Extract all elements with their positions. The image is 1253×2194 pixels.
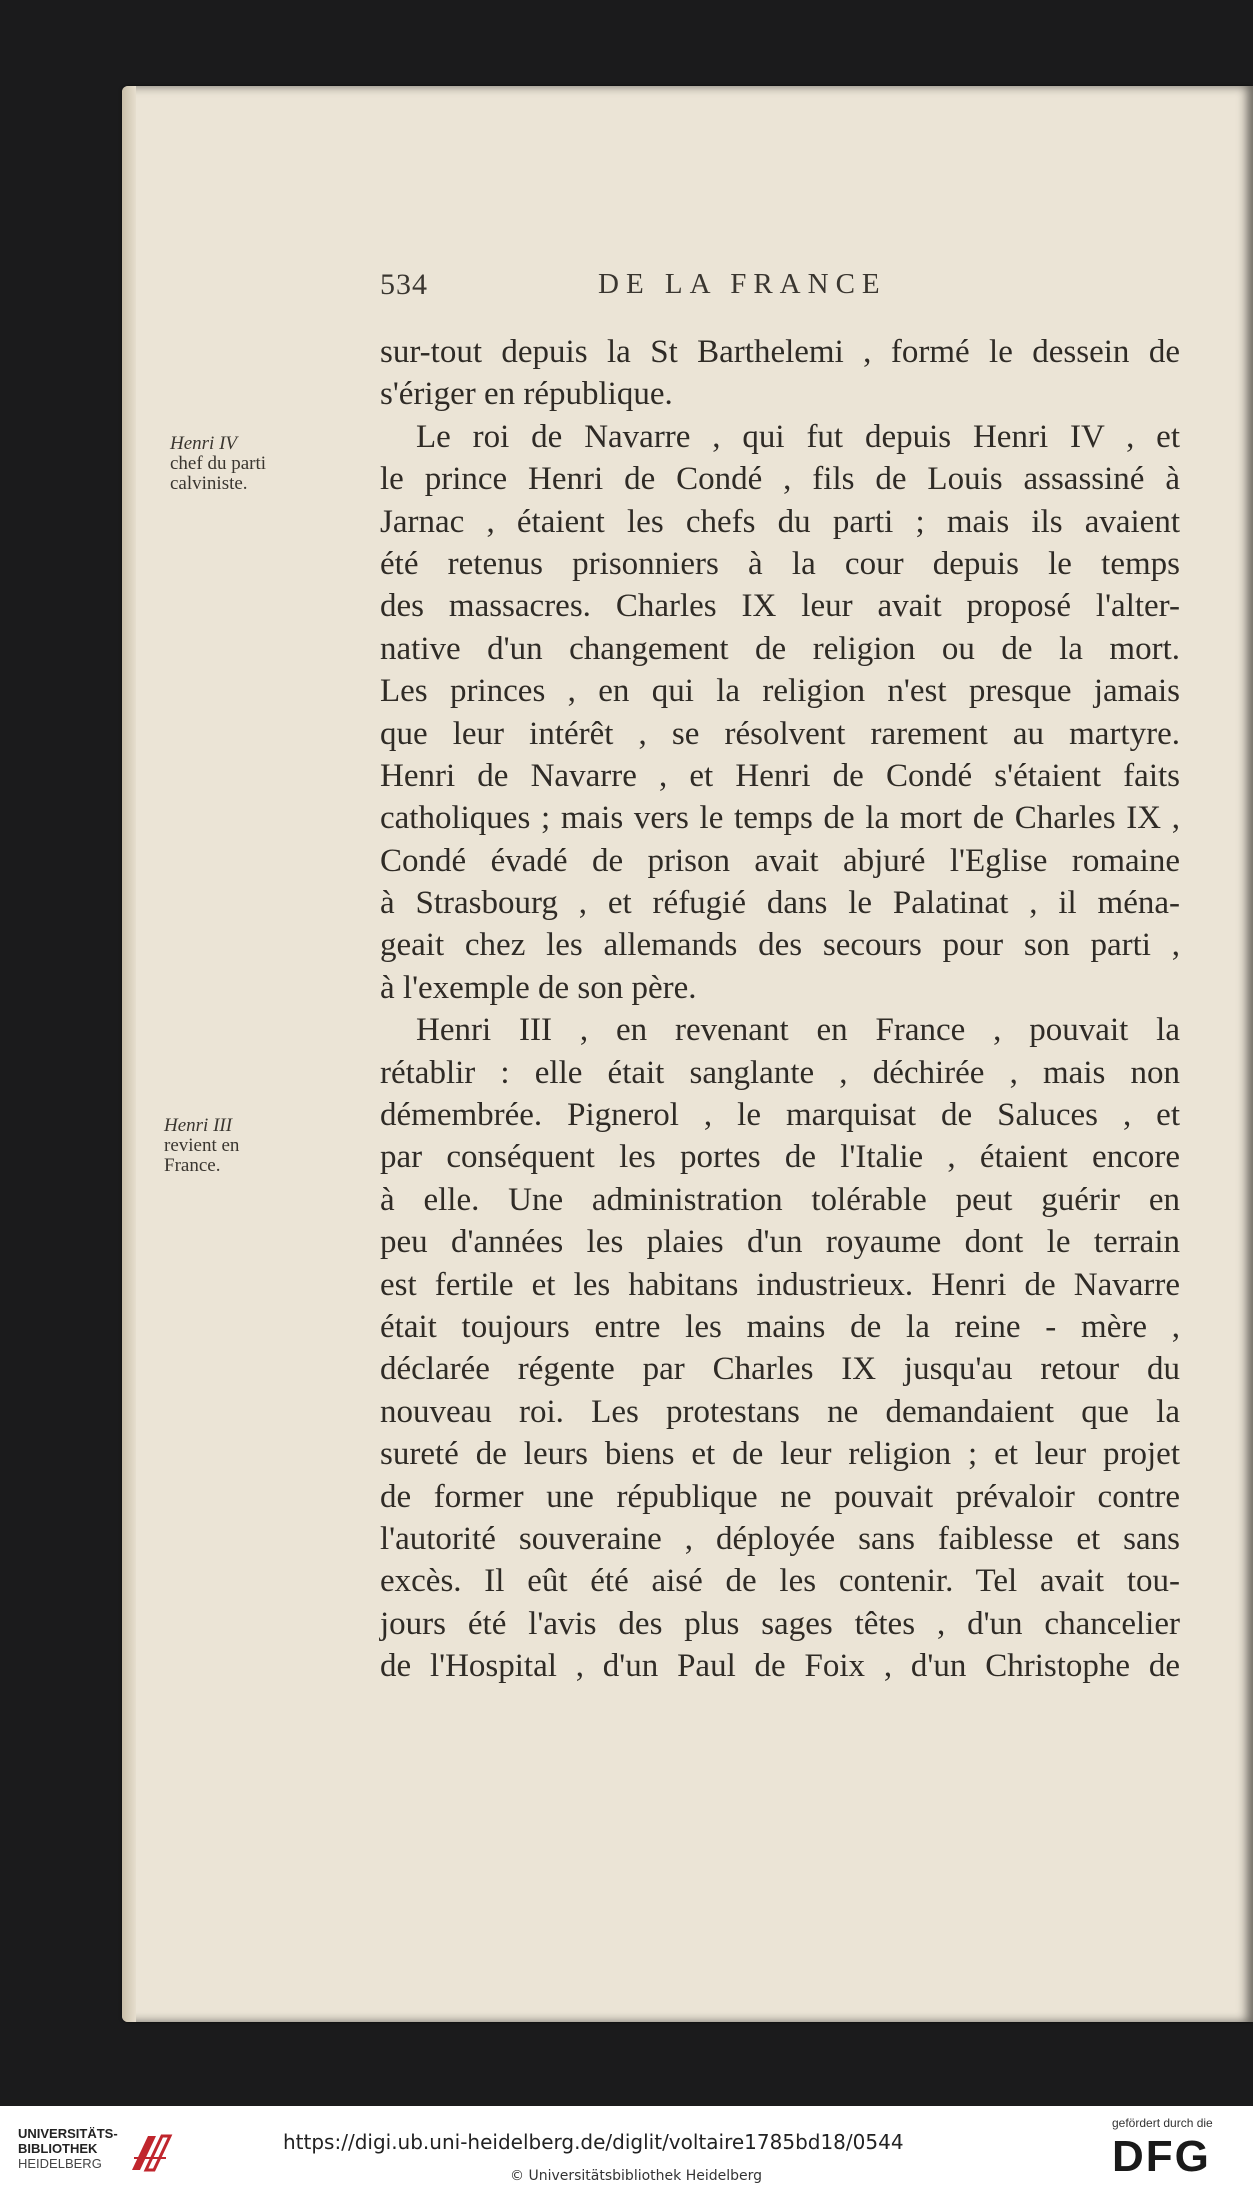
library-name-line: UNIVERSITÄTS- bbox=[18, 2126, 118, 2141]
viewer-footer bbox=[0, 2106, 1253, 2194]
sponsor-label: gefördert durch die bbox=[1112, 2116, 1213, 2130]
margin-note-line: calviniste. bbox=[170, 473, 248, 494]
text-line: geait chez les allemands des secours pour son parti , bbox=[380, 927, 1180, 964]
margin-note-line: chef du parti bbox=[170, 453, 267, 474]
margin-note-line: Henri III bbox=[164, 1115, 233, 1136]
text-line: de former une république ne pouvait prévaloir contre bbox=[380, 1478, 1180, 1515]
text-line: le prince Henri de Condé , fils de Louis assassiné à bbox=[380, 461, 1180, 498]
text-line: native d'un changement de religion ou de la mort. bbox=[380, 630, 1180, 667]
text-line: déclarée régente par Charles IX jusqu'au retour du bbox=[380, 1351, 1180, 1388]
text-line: rétablir : elle était sanglante , déchirée , mais non bbox=[380, 1054, 1180, 1091]
text-line: Jarnac , étaient les chefs du parti ; mais ils avaient bbox=[380, 503, 1180, 540]
margin-note-line: Henri IV bbox=[170, 433, 238, 454]
text-line: Henri III , en revenant en France , pouvait la bbox=[416, 1012, 1180, 1049]
library-emblem-icon bbox=[126, 2128, 178, 2178]
text-line: peu d'années les plaies d'un royaume dont le terrain bbox=[380, 1224, 1180, 1261]
page-number: 534 bbox=[380, 268, 428, 301]
text-line: démembrée. Pignerol , le marquisat de Saluces , et bbox=[380, 1097, 1180, 1134]
book-page bbox=[122, 86, 1253, 2022]
text-line: que leur intérêt , se résolvent rarement au martyre. bbox=[380, 715, 1180, 752]
margin-note-line: France. bbox=[164, 1155, 221, 1176]
text-line: à l'exemple de son père. bbox=[380, 969, 697, 1006]
text-line: est fertile et les habitans industrieux. Henri de Navarre bbox=[380, 1266, 1180, 1303]
running-title: DE LA FRANCE bbox=[598, 268, 887, 300]
running-header bbox=[122, 268, 1253, 308]
text-line: à Strasbourg , et réfugié dans le Palatinat , il ména- bbox=[380, 885, 1180, 922]
text-line: jours été l'avis des plus sages têtes , d'un chancelier bbox=[380, 1605, 1180, 1642]
body-text bbox=[380, 331, 1180, 1688]
text-line: Le roi de Navarre , qui fut depuis Henri IV , et bbox=[416, 418, 1180, 455]
library-logo[interactable] bbox=[18, 2126, 183, 2186]
document-url-link[interactable]: https://digi.ub.uni-heidelberg.de/diglit/voltaire1785bd18/0544 bbox=[283, 2130, 904, 2154]
margin-note-line: revient en bbox=[164, 1135, 240, 1156]
text-line: des massacres. Charles IX leur avait proposé l'alter- bbox=[380, 588, 1180, 625]
text-line: était toujours entre les mains de la reine - mère , bbox=[380, 1308, 1180, 1345]
text-line: sureté de leurs biens et de leur religion ; et leur projet bbox=[380, 1436, 1180, 1473]
text-line: Condé évadé de prison avait abjuré l'Eglise romaine bbox=[380, 842, 1180, 879]
text-line: s'ériger en république. bbox=[380, 376, 673, 413]
copyright-notice: © Universitätsbibliothek Heidelberg bbox=[510, 2168, 763, 2184]
library-name-line: BIBLIOTHEK bbox=[18, 2141, 98, 2156]
text-line: catholiques ; mais vers le temps de la mort de Charles IX , bbox=[380, 800, 1180, 837]
dfg-logo-text: DFG bbox=[1112, 2132, 1211, 2181]
text-line: sur-tout depuis la St Barthelemi , formé le dessein de bbox=[380, 334, 1180, 370]
text-line: de l'Hospital , d'un Paul de Foix , d'un Christophe de bbox=[380, 1648, 1180, 1685]
page-edge-shadow bbox=[122, 86, 136, 2022]
dfg-sponsor-logo[interactable] bbox=[1112, 2116, 1242, 2190]
text-line: excès. Il eût été aisé de les contenir. Tel avait tou- bbox=[380, 1563, 1180, 1600]
text-line: nouveau roi. Les protestans ne demandaient que la bbox=[380, 1393, 1180, 1430]
text-line: par conséquent les portes de l'Italie , étaient encore bbox=[380, 1139, 1180, 1176]
library-name-line: HEIDELBERG bbox=[18, 2156, 102, 2171]
text-line: Henri de Navarre , et Henri de Condé s'étaient faits bbox=[380, 757, 1180, 794]
margin-note-henri-iv bbox=[170, 434, 266, 494]
text-line: été retenus prisonniers à la cour depuis le temps bbox=[380, 545, 1180, 582]
text-line: l'autorité souveraine , déployée sans faiblesse et sans bbox=[380, 1520, 1180, 1557]
text-line: Les princes , en qui la religion n'est presque jamais bbox=[380, 673, 1180, 710]
text-line: à elle. Une administration tolérable peut guérir en bbox=[380, 1181, 1180, 1218]
margin-note-henri-iii bbox=[164, 1116, 239, 1176]
